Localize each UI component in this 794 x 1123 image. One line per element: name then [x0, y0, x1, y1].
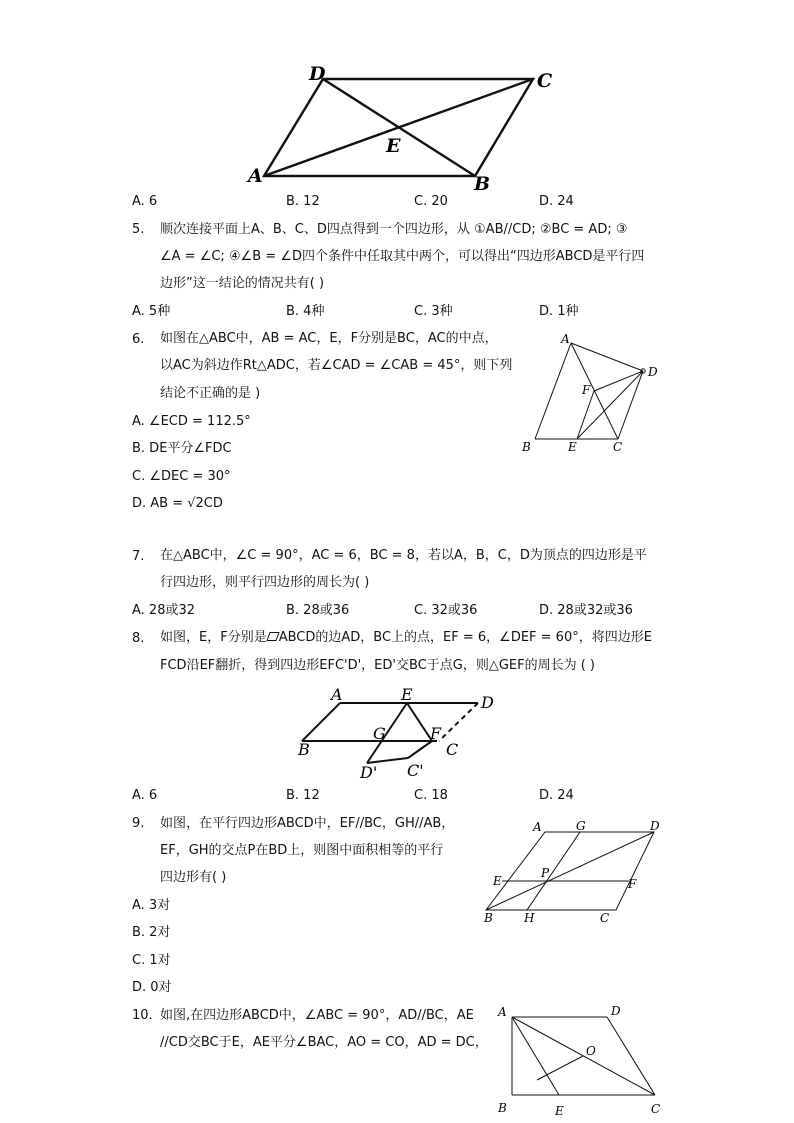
q4-option-b: B. 12	[286, 194, 320, 209]
q9-line-3: 四边形有( )	[160, 870, 227, 885]
q8-label-f: F	[430, 724, 442, 743]
q8-line-1-part-b: ABCD的边AD，BC上的点，EF = 6，∠DEF = 60°，将四边形E	[278, 630, 652, 645]
q8-label-b: B	[298, 740, 310, 759]
label-c: C	[537, 70, 553, 92]
q6-option-c: C. ∠DEC = 30°	[132, 469, 231, 484]
q7-number: 7.	[132, 549, 145, 564]
q8-label-c: C	[446, 740, 459, 759]
q8-line-2: FCD沿EF翻折，得到四边形EFC'D'，ED'交BC于点G，则△GEF的周长为 ( )	[160, 658, 595, 673]
q8-label-c-prime: C'	[407, 761, 424, 780]
q9-label-e: E	[493, 874, 502, 888]
q6-option-b: B. DE平分∠FDC	[132, 441, 232, 456]
q6-line-3: 结论不正确的是 )	[160, 386, 261, 401]
q6-option-a: A. ∠ECD = 112.5°	[132, 414, 251, 429]
q10-label-c: C	[651, 1102, 661, 1116]
q7-line-1: 在△ABC中，∠C = 90°，AC = 6，BC = 8，若以A，B，C，D为顶点的四边形是平	[160, 548, 647, 563]
q10-label-b: B	[498, 1101, 507, 1115]
q5-line-3: 边形”这一结论的情况共有( )	[160, 276, 325, 291]
q8-number: 8.	[132, 631, 145, 646]
q4-option-c: C. 20	[414, 194, 448, 209]
q6-label-b: B	[522, 440, 531, 454]
q7-option-b: B. 28或36	[286, 603, 350, 618]
q10-label-a: A	[498, 1005, 507, 1019]
q6-label-d: D	[648, 365, 658, 379]
q5-line-1: 顺次连接平面上A、B、C、D四点得到一个四边形，从 ①AB//CD; ②BC = AD; ③	[160, 222, 628, 237]
q8-label-a: A	[331, 685, 343, 704]
q8-option-a: A. 6	[132, 788, 158, 803]
q9-line-2: EF，GH的交点P在BD上，则图中面积相等的平行	[160, 843, 444, 858]
q10-line-2: //CD交BC于E，AE平分∠BAC，AO = CO，AD = DC，	[160, 1035, 488, 1050]
q8-option-b: B. 12	[286, 788, 320, 803]
q5-option-c: C. 3种	[414, 304, 453, 319]
q10-line-1: 如图,在四边形ABCD中，∠ABC = 90°，AD//BC，AE	[160, 1008, 474, 1023]
q9-option-a: A. 3对	[132, 898, 171, 913]
q5-option-d: D. 1种	[539, 304, 579, 319]
label-e: E	[386, 135, 401, 157]
q10-number: 10.	[132, 1008, 153, 1023]
q6-number: 6.	[132, 332, 145, 347]
q10-label-o: O	[586, 1044, 596, 1058]
q9-option-b: B. 2对	[132, 925, 171, 940]
q4-option-d: D. 24	[539, 194, 574, 209]
q5-option-b: B. 4种	[286, 304, 325, 319]
q7-option-d: D. 28或32或36	[539, 603, 633, 618]
q9-label-b: B	[484, 911, 493, 925]
q8-option-c: C. 18	[414, 788, 448, 803]
q9-option-d: D. 0对	[132, 980, 172, 995]
q6-line-1: 如图在△ABC中，AB = AC，E，F分别是BC，AC的中点，	[160, 331, 498, 346]
q4-option-a: A. 6	[132, 194, 158, 209]
q9-label-a: A	[533, 820, 542, 834]
q6-option-d: D. AB = √2CD	[132, 496, 223, 511]
q9-option-c: C. 1对	[132, 953, 171, 968]
q9-label-p: P	[541, 866, 550, 880]
label-a: A	[248, 165, 263, 187]
q8-label-d-prime: D'	[360, 763, 378, 782]
q8-line-1-part-a: 如图，E，F分别是	[160, 630, 267, 645]
q6-label-a: A	[561, 332, 570, 346]
label-d: D	[309, 63, 326, 85]
q8-label-d: D	[481, 693, 494, 712]
q8-option-d: D. 24	[539, 788, 574, 803]
q9-label-g: G	[576, 819, 586, 833]
label-b: B	[474, 173, 491, 195]
q6-label-e: E	[568, 440, 577, 454]
q7-option-a: A. 28或32	[132, 603, 196, 618]
q6-line-2: 以AC为斜边作Rt△ADC，若∠CAD = ∠CAB = 45°，则下列	[160, 358, 513, 373]
q8-label-e: E	[401, 685, 413, 704]
q5-option-a: A. 5种	[132, 304, 171, 319]
q6-label-f: F	[582, 383, 591, 397]
q9-label-h: H	[524, 911, 535, 925]
q10-label-d: D	[611, 1004, 621, 1018]
q9-label-c: C	[600, 911, 610, 925]
q7-option-c: C. 32或36	[414, 603, 478, 618]
q9-line-1: 如图，在平行四边形ABCD中，EF//BC，GH//AB，	[160, 816, 455, 831]
q9-label-f: F	[628, 877, 637, 891]
q6-label-c: C	[613, 440, 623, 454]
q9-label-d: D	[650, 819, 660, 833]
q7-line-2: 行四边形，则平行四边形的周长为( )	[160, 575, 370, 590]
q10-label-e: E	[555, 1104, 564, 1118]
q5-line-2: ∠A = ∠C; ④∠B = ∠D四个条件中任取其中两个，可以得出“四边形ABCD是平行四	[160, 249, 645, 264]
q5-number: 5.	[132, 222, 145, 237]
q8-label-g: G	[373, 724, 386, 743]
q9-number: 9.	[132, 816, 145, 831]
